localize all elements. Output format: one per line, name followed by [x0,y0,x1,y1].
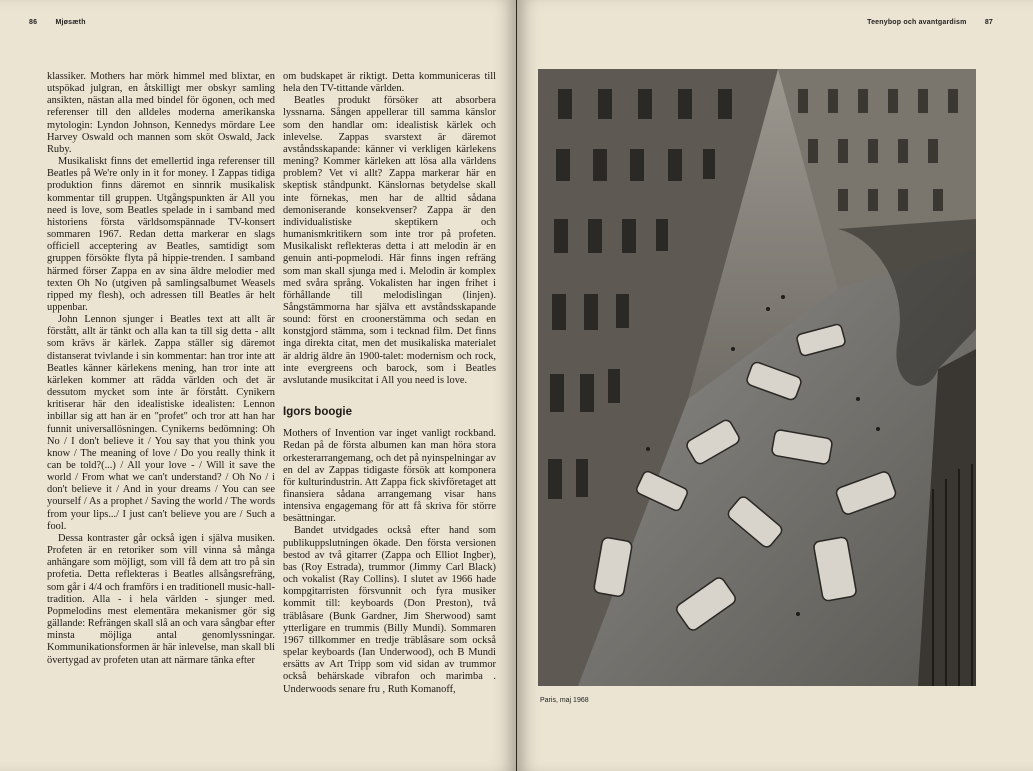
paragraph: om budskapet är riktigt. Detta kommuniceras till hela den TV-tittande världen. [283,71,496,95]
paragraph: Bandet utvidgades också efter hand som publikuppslutningen ökade. Den första versionen bestod av två gitarrer (Zappa och Elliot Ingber), bas (Roy Estrada), trummor (Jimmy Carl Black) och vokalist (Ray Collins). I slutet av 1966 hade kompgitarristen försvunnit och fyra musiker kommit till: keyboards (Don Preston), två träblåsare (Bunk Gardner, Jim Sherwood) samt ytterligare en trummis (Billy Mundi). Sommaren 1967 tillkommer en tredje träblåsare som också spelar keyboards (Ian Underwood), och B Mundi ersätts av Art Tripp som vid sidan av trummor också behärskade vibrafon och marimba . Underwoods senare fru , Ruth Komanoff, [283,525,496,695]
right-page-number: 87 [984,19,993,26]
paragraph: Beatles produkt försöker att absorbera lyssnarna. Sången appellerar till samma känslor som den handlar om: idealistisk kärlek och inlevelse. Zappas svarstext är däremot avståndsskapande: känner vi verkligen kärlekens mening? Kommer kärleken att lösa alla världens problem? Vet vi allt? Zappa markerar här en skeptisk ståndpunkt. Känslornas betydelse skall inte förnekas, men har de alltid sådana demoniserande konsekvenser? Zappa är den individualistiske skeptikern och humanismkritikern som inte tror på profeten. Musikaliskt reflekteras detta i att melodin är en genuin anti-popmelodi. Här finns ingen refräng som man skall sjunga med i. Melodin är komplex med svåra språng. Vokalisten har ingen frihet i förhållande till melodislingan (linjen). Sångstämmorna har själva ett avståndsskapande sound: först en croonerstämma och sedan en konstgjord stämma, som i tecknad film. Det finns inga direkta citat, men det musikaliska materialet är aldrig äldre än 1900-talet: modernism och rock, inte evergreens och barock, som i Beatles avslutande musikcitat i All you need is love. [283,95,496,386]
right-page-header [867,19,993,26]
street-photograph-image [538,69,976,686]
paragraph: John Lennon sjunger i Beatles text att allt är förstått, allt är tänkt och alla kan ta till sig detta - allt som krävs är kärlek. Zappa ställer sig däremot distanserat tvivlande i sin kommentar: han tror inte att Beatles känner kärlekens mening, han tror inte att kärleken kommer att rädda världen och det är dessutom mycket som inte är förstått. Cynikern kritiserar här den idealistiske idealisten: Lennon inbillar sig att han är en "profet" och tror att han har funnit universallösningen. Cynikerns bedömning: Oh No / I don't believe it / You say that you think you know / The meaning of love / Do you really think it can be told?(...) / All your love - / Will it save the world / From what we can't understand? / Oh No / i don't believe it / And in your dreams / You can see yourself / As a prophet / Saving the world / The words from your lips.../ I just can't believe you are / Such a fool. [47,314,275,532]
right-text-column [283,71,496,696]
left-page-number: 86 [29,19,38,26]
right-running-head: Teenybop och avantgardism [867,19,967,26]
photo-caption: Paris, maj 1968 [540,697,589,704]
street-photograph [538,69,976,686]
paragraph: Musikaliskt finns det emellertid inga referenser till Beatles på We're only in it for money. I Zappas tidiga produktion finns däremot en sinnrik musikalisk kommentar till gruppen. Utgångspunkten är All you need is love, som Beatles spelade in i samband med historiens första världsomspännade TV-konsert sommaren 1967. Redan detta markerar en slags officiell acceptering av Beatles, samtidigt som gruppen försökte flyta på hippie-trenden. I samband härmed förser Zappa en av sina äldre melodier med texten Oh No (utgiven på samlingsalbumet Weasels ripped my flesh), och adressen till Beatles är helt uppenbar. [47,156,275,313]
paragraph: klassiker. Mothers har mörk himmel med blixtar, en utspökad julgran, en åtskilligt mer obskyr samling ansikten, nästan alla med bindel för ögonen, och med referenser till den alldeles moderna amerikanska mytologin: Lyndon Johnson, Kennedys mördare Lee Harvey Oswald och mannen som sköt Oswald, Jack Ruby. [47,71,275,155]
left-text-column [47,71,275,667]
paragraph: Mothers of Invention var inget vanligt rockband. Redan på de första albumen kan man höra stora orkesterarrangemang, och det på nyinspelningar av en del av Zappas tidigaste försök att komponera för kulturindustrin. Att Zappa fick skivföretaget att finansiera sådana arrangemang visar hans intensiva engagemang för att få skriva för större besättningar. [283,428,496,525]
left-page-header [29,19,86,26]
left-running-head: Mjøsæth [55,19,86,26]
paragraph: Dessa kontraster går också igen i själva musiken. Profeten är en retoriker som vill vinna så många anhängare som möjligt, som vill få dem att tro på sin profetia. Detta reflekteras i Beatles allsångsrefräng, som går i 4/4 och framförs i en traditionell music-hall-tradition. Alla - i hela världen - sjunger med. Popmelodins mest elementära mekanismer gör sig gällande: Refrängen skall slå an och vara sångbar efter minsta möjliga antal genomlyssningar. Kommunikationsformen är här inlevelse, man skall bli övertygad av profeten utan att närmare tänka efter [47,532,275,666]
section-heading: Igors boogie [283,406,352,419]
